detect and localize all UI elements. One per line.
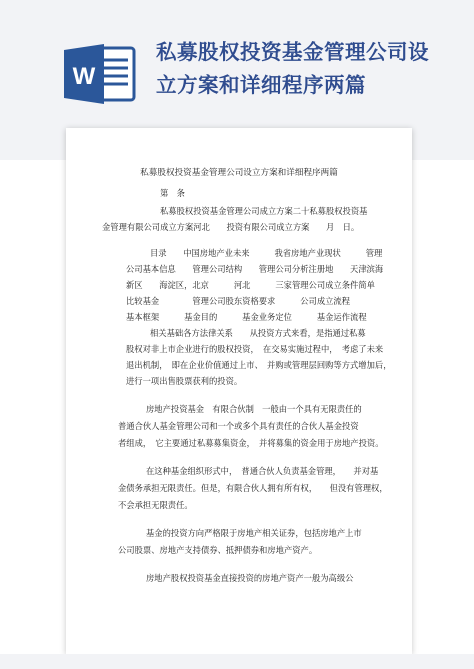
document-line: 房地产股权投资基金直接投资的房地产资产一般为高级公 bbox=[146, 573, 354, 583]
document-line: 公司股票、房地产支持债券、抵押债券和房地产资产。 bbox=[118, 545, 318, 555]
header-title-line-2: 立方案和详细程序两篇 bbox=[156, 73, 366, 97]
header-title-line-1: 私募股权投资基金管理公司设 bbox=[156, 40, 429, 64]
document-line: 金管理有限公司成立方案河北 投资有限公司成立方案 月 日。 bbox=[102, 222, 360, 232]
header-title bbox=[156, 36, 456, 102]
document-line: 金债务承担无限责任。但是，有限合伙人拥有所有权， 但没有管理权， bbox=[118, 483, 388, 493]
document-line: 私募股权投资基金管理公司成立方案二十私募股权投资基 bbox=[160, 206, 368, 216]
document-line: 在这种基金组织形式中， 普通合伙人负责基金管理， 并对基 bbox=[146, 466, 379, 476]
document-line: 目录 中国房地产业未来 我省房地产业现状 管理 bbox=[150, 248, 383, 258]
document-line: 新区 海淀区，北京 河北 三家管理公司成立条件简单 bbox=[126, 280, 375, 290]
document-line: 第 条 bbox=[160, 188, 185, 198]
document-line: 基本框架 基金目的 基金业务定位 基金运作流程 bbox=[126, 312, 367, 322]
word-document-icon bbox=[60, 44, 138, 104]
bottom-band bbox=[0, 654, 474, 669]
document-line: 房地产投资基金 有限合伙制 一般由一个具有无限责任的 bbox=[146, 404, 362, 414]
document-line: 进行一项出售股票获利的投资。 bbox=[126, 376, 243, 386]
document-line: 普通合伙人基金管理公司和一个或多个具有责任的合伙人基金投资 bbox=[118, 421, 359, 431]
document-line: 比较基金 管理公司股东资格要求 公司成立流程 bbox=[126, 296, 351, 306]
document-title: 私募股权投资基金管理公司设立方案和详细程序两篇 bbox=[140, 168, 338, 178]
document-line: 不会承担无限责任。 bbox=[118, 500, 193, 510]
document-page bbox=[66, 128, 412, 654]
document-line: 基金的投资方向严格限于房地产相关证券，包括房地产上市 bbox=[146, 528, 362, 538]
document-line: 相关基础各方法律关系 从投资方式来看，是指通过私募 bbox=[150, 328, 366, 338]
document-line: 股权对非上市企业进行的股权投资， 在交易实施过程中， 考虑了未来 bbox=[126, 344, 384, 354]
document-line: 退出机制， 即在企业价值通过上市、 并购或管理层回购等方式增加后， bbox=[126, 360, 392, 370]
document-line: 者组成， 它主要通过私募募集资金， 并将募集的资金用于房地产投资。 bbox=[118, 438, 384, 448]
document-line: 公司基本信息 管理公司结构 管理公司分析注册地 天津滨海 bbox=[126, 264, 384, 274]
svg-text:W: W bbox=[72, 63, 96, 90]
